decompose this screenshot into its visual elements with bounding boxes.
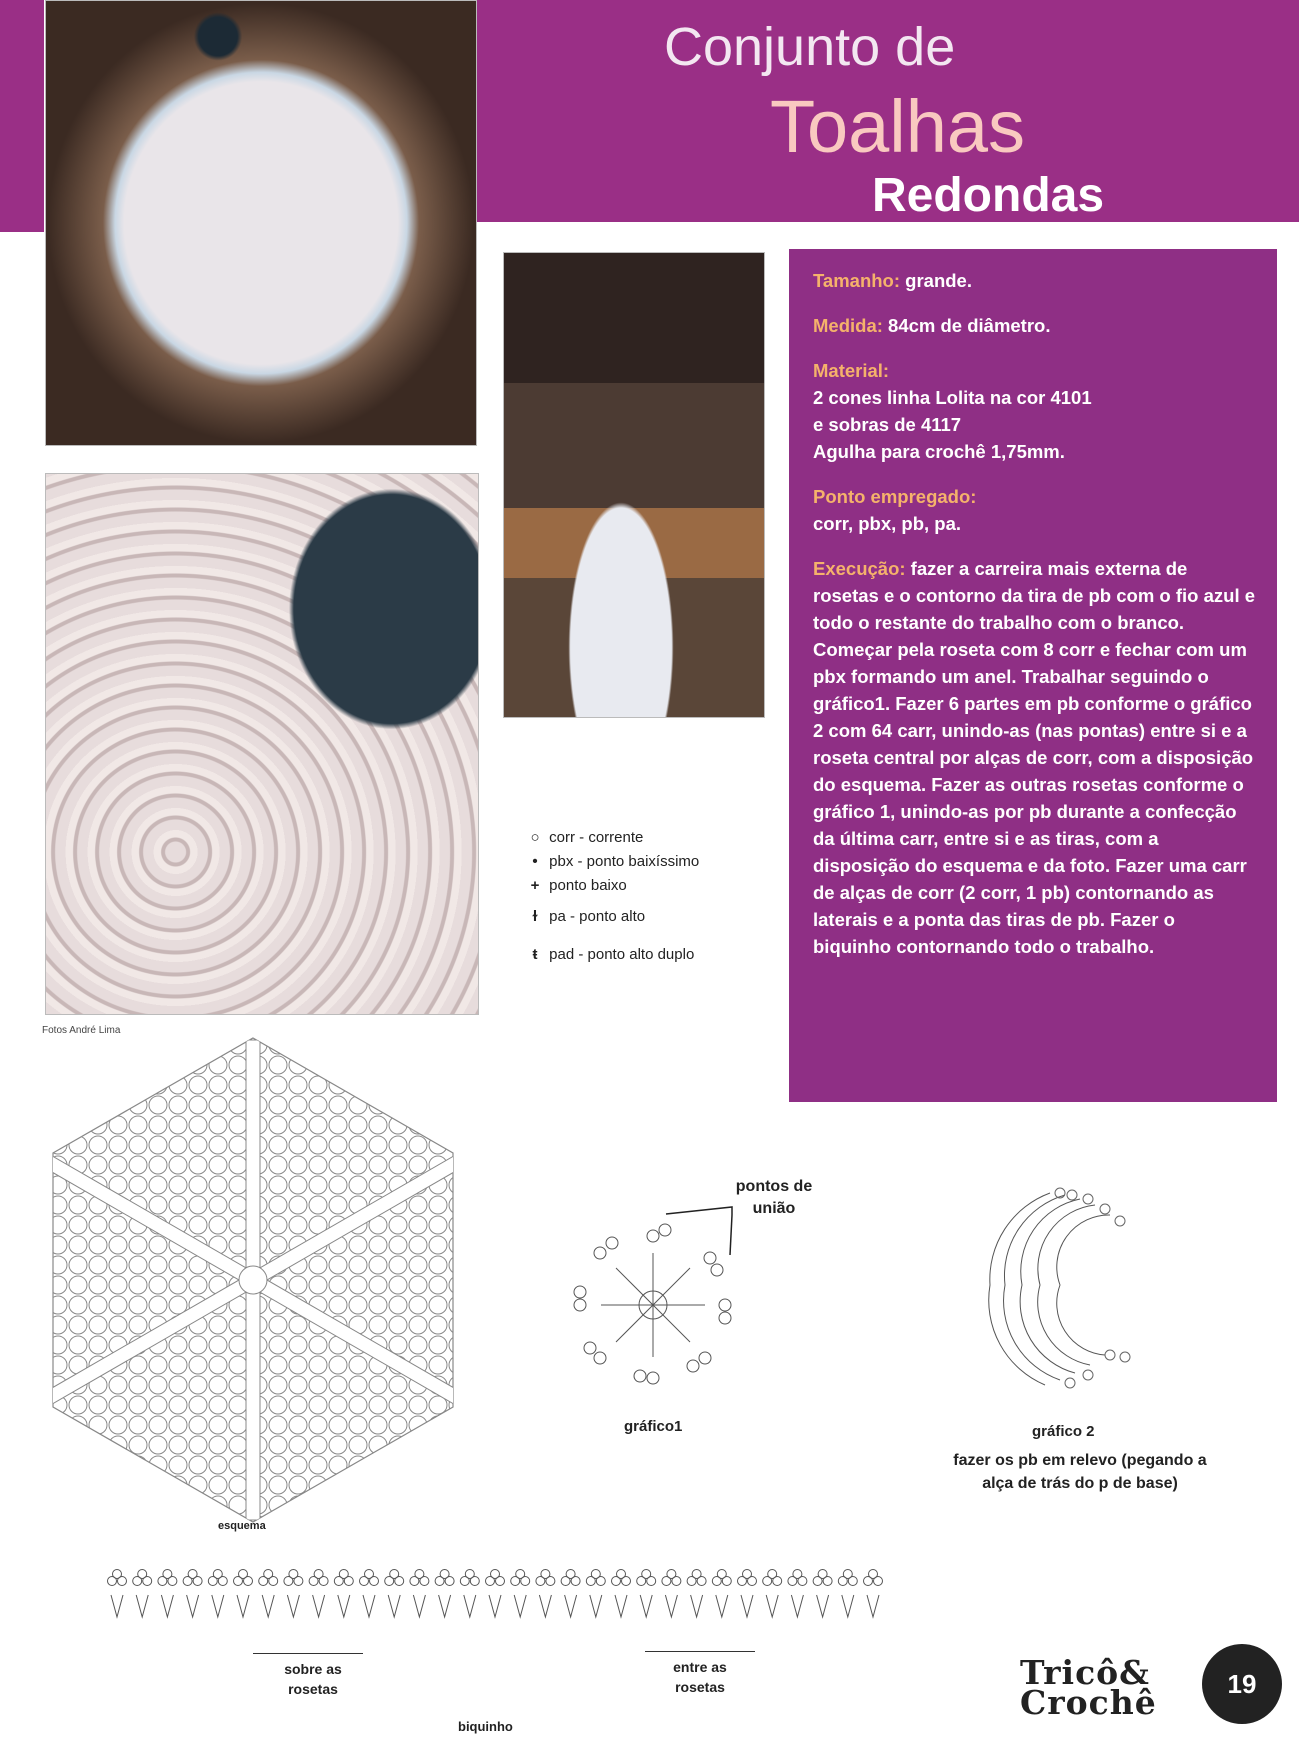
sobre-rosetas-rule: [253, 1653, 363, 1654]
biquinho-caption: biquinho: [458, 1719, 513, 1734]
tamanho-label: Tamanho:: [813, 270, 901, 291]
execucao-label: Execução:: [813, 558, 906, 579]
logo-line-1: Tricô&: [1020, 1653, 1150, 1692]
title-line-2: Toalhas: [770, 85, 1026, 168]
material: [813, 357, 1255, 465]
medida-value: 84cm de diâmetro.: [882, 315, 1051, 336]
material-line-1: 2 cones linha Lolita na cor 4101: [813, 387, 1092, 408]
photo-tablecloth-detail: [45, 473, 479, 1015]
logo-line-2: Crochê: [1020, 1683, 1157, 1722]
biquinho-diagram: [105, 1565, 895, 1643]
execucao-value: fazer a carreira mais externa de rosetas e o contorno da tira de pb com o fio azul e todo o restante do trabalho com o branco. Começar pela roseta com 8 corr e fechar com um pbx formando um anel. Trabalhar seguindo o gráfico1. Fazer 6 partes em pb conforme o gráfico 2 com 64 carr, unindo-as (nas pontas) entre si e a roseta central por alças de corr, com a disposição do esquema. Fazer as outras rosetas conforme o gráfico 1, unindo-as por pb durante a confecção da última carr, entre si e as tiras, com a disposição do esquema e da foto. Fazer uma carr de alças de corr (2 corr, 1 pb) contornando as laterais e a ponta das tiras de pb. Fazer o biquinho contornando todo o trabalho.: [813, 558, 1256, 957]
info-box: [789, 249, 1277, 1102]
legend-text: pbx - ponto baixíssimo: [549, 853, 700, 870]
title-line-1: Conjunto de: [664, 17, 956, 77]
legend-item: [525, 850, 785, 874]
magazine-logo: [1020, 1653, 1157, 1722]
stitch-legend: [525, 826, 785, 974]
single-crochet-symbol-icon: +: [530, 877, 540, 894]
esquema-diagram: [48, 1035, 458, 1525]
slip-stitch-symbol-icon: •: [532, 853, 538, 870]
material-label: Material:: [813, 360, 890, 381]
entre-rosetas-label: entre as rosetas: [673, 1659, 727, 1695]
ponto-empregado: [813, 483, 1255, 537]
pontos-uniao-arrow: [660, 1205, 735, 1260]
material-line-3: Agulha para crochê 1,75mm.: [813, 441, 1065, 462]
chain-symbol-icon: ○: [530, 829, 540, 846]
execucao: [813, 555, 1255, 960]
grafico1-caption: gráfico1: [624, 1418, 683, 1435]
legend-text: ponto baixo: [549, 877, 627, 894]
medida: [813, 312, 1255, 339]
grafico2-diagram: [970, 1185, 1150, 1390]
medida-label: Medida:: [813, 315, 883, 336]
legend-text: pad - ponto alto duplo: [549, 946, 695, 963]
pontos-uniao-label: pontos de união: [735, 1178, 813, 1217]
esquema-caption: esquema: [218, 1520, 266, 1532]
legend-item: [525, 874, 785, 898]
double-crochet-symbol-icon: ɫ: [532, 908, 538, 925]
photo-tablecloth-top: [45, 0, 477, 446]
ponto-label: Ponto empregado:: [813, 486, 977, 507]
title-line-3: Redondas: [872, 169, 1105, 222]
photo-tablecloth-room: [503, 252, 765, 718]
legend-text: pa - ponto alto: [549, 908, 646, 925]
grafico2-caption: gráfico 2: [1032, 1423, 1095, 1440]
material-line-2: e sobras de 4117: [813, 414, 962, 435]
page-number: 19: [1202, 1644, 1282, 1724]
legend-item: [525, 898, 785, 936]
treble-crochet-symbol-icon: ŧ: [532, 946, 538, 963]
tamanho: [813, 267, 1255, 294]
left-accent-strip: [0, 0, 44, 232]
sobre-rosetas-label: sobre as rosetas: [284, 1661, 342, 1697]
ponto-value: corr, pbx, pb, pa.: [813, 513, 962, 534]
legend-text: corr - corrente: [549, 829, 644, 846]
tamanho-value: grande.: [900, 270, 972, 291]
legend-item: [525, 826, 785, 850]
grafico2-note: fazer os pb em relevo (pegando a alça de trás do p de base): [953, 1452, 1207, 1492]
legend-item: [525, 936, 785, 974]
entre-rosetas-rule: [645, 1651, 755, 1652]
photo-credit: Fotos André Lima: [42, 1025, 121, 1036]
